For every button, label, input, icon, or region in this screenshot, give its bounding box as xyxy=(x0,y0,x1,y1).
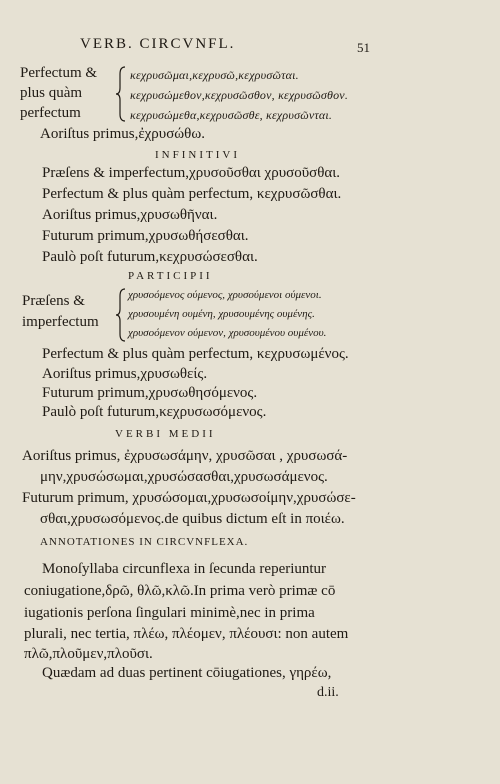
infinitive-line: Aoriſtus primus,χρυσωθῆναι. xyxy=(42,207,218,223)
perfect-form-3: κεχρυσώμεθα,κεχρυσῶσθε, κεχρυσῶνται. xyxy=(130,108,333,122)
participle-line: Paulò poſt futurum,κεχρυσωσόμενος. xyxy=(42,404,267,420)
infinitive-line: Futurum primum,χρυσωθήσεσθαι. xyxy=(42,228,249,244)
running-title: VERB. CIRCVNFL. xyxy=(80,36,236,52)
curly-brace-icon xyxy=(116,288,126,342)
signature-mark: d.ii. xyxy=(317,685,339,700)
annotation-line: iugationis perſona ſingulari minimè,nec in prima xyxy=(24,605,315,621)
perfect-label-1: Perfectum & xyxy=(20,65,98,81)
participle-line: Aoriſtus primus,χρυσωθείς. xyxy=(42,366,208,382)
participle-form-2: χρυσουμένη ουμένη, χρυσουμένης ουμένης. xyxy=(128,308,315,320)
middle-verb-line: Aoriſtus primus, ἐχρυσωσάμην, χρυσῶσαι , χρυσωσά- xyxy=(22,448,348,464)
curly-brace-icon xyxy=(116,66,126,122)
participle-label-1: Præſens & xyxy=(22,293,85,309)
aorist-line: Aoriſtus primus,ἐχρυσώθω. xyxy=(40,126,205,142)
perfect-form-2: κεχρυσώμεθον,κεχρυσῶσθον, κεχρυσῶσθον. xyxy=(130,88,349,102)
annotation-line: Monoſyllaba circunflexa in ſecunda reperiuntur xyxy=(42,561,327,577)
infinitivi-heading: INFINITIVI xyxy=(155,149,240,161)
middle-verb-line: Futurum primum, χρυσώσομαι,χρυσωσοίμην,χρυσώσε- xyxy=(22,490,356,506)
participle-label-2: imperfectum xyxy=(22,314,99,330)
verbi-medii-heading: VERBI MEDII xyxy=(115,428,216,440)
perfect-form-1: κεχρυσῶμαι,κεχρυσῶ,κεχρυσῶται. xyxy=(130,68,299,82)
annotation-line: coniugatione,δρῶ, θλῶ,κλῶ.In prima verò primæ cō xyxy=(24,583,336,599)
annotation-line: Quædam ad duas pertinent cōiugationes, γηρέω, xyxy=(42,665,332,681)
annotation-line: πλῶ,πλοῦμεν,πλοῦσι. xyxy=(24,646,153,662)
middle-verb-line: μην,χρυσώσωμαι,χρυσώσασθαι,χρυσωσάμενος. xyxy=(40,469,328,485)
participii-heading: PARTICIPII xyxy=(128,270,213,282)
perfect-label-2: plus quàm xyxy=(20,85,83,101)
annotation-line: plurali, nec tertia, πλέω, πλέομεν, πλέουσι: non autem xyxy=(24,626,349,642)
participle-line: Futurum primum,χρυσωθησόμενος. xyxy=(42,385,258,401)
participle-form-3: χρυσοόμενον ούμενον, χρυσουμένου ουμένου. xyxy=(128,327,327,339)
participle-form-1: χρυσοόμενος ούμενος, χρυσούμενοι ούμενοι. xyxy=(128,289,322,301)
page-number: 51 xyxy=(357,40,370,55)
infinitive-line: Præſens & imperfectum,χρυσοῦσθαι χρυσοῦσθαι. xyxy=(42,165,341,181)
annotationes-heading: ANNOTATIONES IN CIRCVNFLEXA. xyxy=(40,536,249,548)
participle-line: Perfectum & plus quàm perfectum, κεχρυσωμένος. xyxy=(42,346,349,362)
infinitive-line: Paulò poſt futurum,κεχρυσώσεσθαι. xyxy=(42,249,258,265)
middle-verb-line: σθαι,χρυσωσόμενος.de quibus dictum eſt in ποιέω. xyxy=(40,511,345,527)
infinitive-line: Perfectum & plus quàm perfectum, κεχρυσῶσθαι. xyxy=(42,186,342,202)
perfect-label-3: perfectum xyxy=(20,105,81,121)
